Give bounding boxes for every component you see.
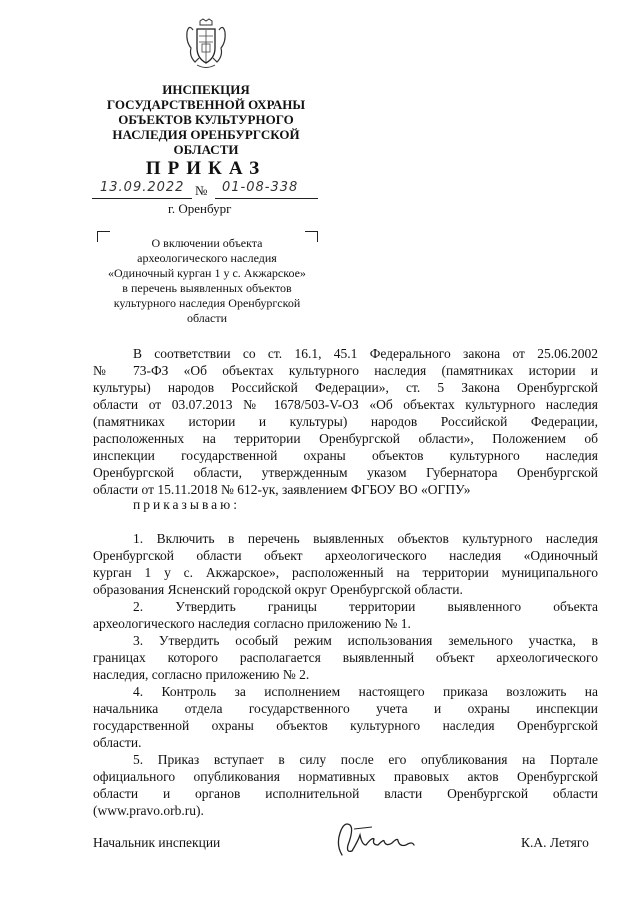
date-underline	[92, 198, 192, 199]
document-type-title: ПРИКАЗ	[145, 158, 267, 179]
preamble-line: расположенных на территории Оренбургской области», Положением об	[93, 431, 598, 446]
org-line: ГОСУДАРСТВЕННОЙ ОХРАНЫ	[106, 97, 306, 112]
number-underline	[215, 198, 318, 199]
org-line: ИНСПЕКЦИЯ	[162, 82, 250, 97]
item-line: 4. Контроль за исполнением настоящего приказа возложить на	[133, 684, 598, 699]
item-line: 5. Приказ вступает в силу после его опубликования на Портале	[133, 752, 598, 767]
item-line: области и органов исполнительной власти Оренбургской области	[93, 786, 598, 801]
subject-line: археологического наследия	[137, 251, 277, 265]
subject-line: О включении объекта	[151, 236, 263, 250]
coat-of-arms-icon	[185, 18, 227, 70]
item-line: (www.pravo.orb.ru).	[93, 803, 204, 818]
order-item-1	[93, 530, 598, 598]
subject-line: культурного наследия Оренбургской	[113, 296, 301, 310]
number-sign: №	[195, 183, 208, 198]
document-number: 01-08-338	[222, 180, 299, 195]
item-line: 1. Включить в перечень выявленных объектов культурного наследия	[133, 531, 598, 546]
org-line: ОБЪЕКТОВ КУЛЬТУРНОГО	[118, 112, 294, 127]
item-line: 3. Утвердить особый режим использования земельного участка, в	[133, 633, 598, 648]
handwritten-signature	[328, 815, 428, 863]
document-date: 13.09.2022	[100, 180, 185, 195]
order-subject	[97, 236, 317, 326]
preamble-line: области от 03.07.2013 № 1678/503-V-ОЗ «Об объектах культурного наследия	[93, 397, 598, 412]
order-item-5	[93, 751, 598, 819]
item-line: Оренбургской области объект археологического наследия «Одиночный	[93, 548, 598, 563]
document-city: г. Оренбург	[168, 201, 232, 216]
preamble-line: В соответствии со ст. 16.1, 45.1 Федерального закона от 25.06.2002	[133, 346, 598, 361]
org-line: ОБЛАСТИ	[173, 142, 239, 157]
order-item-2	[93, 598, 598, 632]
preamble-line: (памятниках истории и культуры) народов Российской Федерации,	[93, 414, 598, 429]
item-line: области.	[93, 735, 142, 750]
order-item-4	[93, 683, 598, 751]
item-line: наследия, согласно приложению № 2.	[93, 667, 310, 682]
preamble-line: области от 15.11.2018 № 612-ук, заявлением ФГБОУ ВО «ОГПУ»	[93, 482, 471, 497]
item-line: археологического наследия согласно приложению № 1.	[93, 616, 411, 631]
subject-line: «Одиночный курган 1 у с. Акжарское»	[108, 266, 306, 280]
order-item-3	[93, 632, 598, 683]
order-word: приказываю:	[133, 497, 240, 512]
item-line: курган 1 у с. Акжарское», расположенный на территории муниципального	[93, 565, 598, 580]
item-line: границах которого располагается выявленный объект археологического	[93, 650, 598, 665]
item-line: официального опубликования нормативных правовых актов Оренбургской	[93, 769, 598, 784]
signatory-title: Начальник инспекции	[93, 835, 221, 850]
preamble-paragraph	[93, 345, 598, 498]
organization-name	[90, 82, 322, 157]
subject-line: области	[186, 311, 228, 325]
item-line: государственной охраны объектов культурного наследия Оренбургской	[93, 718, 598, 733]
item-line: 2. Утвердить границы территории выявленного объекта	[133, 599, 598, 614]
preamble-line: № 73-ФЗ «Об объектах культурного наследия (памятниках истории и	[93, 363, 598, 378]
preamble-line: Оренбургской области, утвержденным указом Губернатора Оренбургской	[93, 465, 598, 480]
org-line: НАСЛЕДИЯ ОРЕНБУРГСКОЙ	[112, 127, 300, 142]
subject-line: в перечень выявленных объектов	[122, 281, 292, 295]
signatory-name: К.А. Летяго	[521, 835, 589, 850]
preamble-line: инспекции государственной охраны объектов культурного наследия	[93, 448, 598, 463]
item-line: образования Ясненский городской округ Оренбургской области.	[93, 582, 463, 597]
item-line: начальника отдела государственного учета и охраны инспекции	[93, 701, 598, 716]
preamble-line: культуры) народов Российской Федерации», ст. 5 Закона Оренбургской	[93, 380, 598, 395]
